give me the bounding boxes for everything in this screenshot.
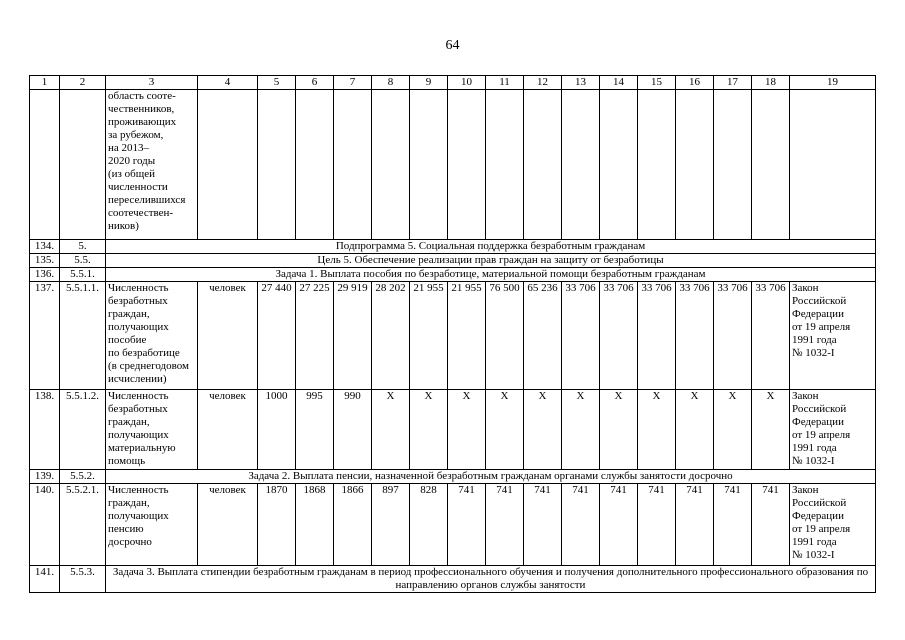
header-cell: 14 bbox=[600, 76, 638, 90]
value-cell: 741 bbox=[676, 484, 714, 566]
indicator-name: Численность безработных граждан, получающих пособие по безработице (в среднегодовом исчислении) bbox=[106, 282, 198, 390]
value-cell: X bbox=[600, 390, 638, 470]
header-cell: 5 bbox=[258, 76, 296, 90]
row-code: 5.5.1.1. bbox=[60, 282, 106, 390]
unit: человек bbox=[198, 282, 258, 390]
row-number: 136. bbox=[30, 268, 60, 282]
value-cell: 33 706 bbox=[752, 282, 790, 390]
row-code: 5.5.1. bbox=[60, 268, 106, 282]
value-cell: X bbox=[638, 390, 676, 470]
value-cell: 33 706 bbox=[676, 282, 714, 390]
unit: человек bbox=[198, 484, 258, 566]
header-cell: 1 bbox=[30, 76, 60, 90]
row-code: 5.5.3. bbox=[60, 566, 106, 593]
value-cell: 27 440 bbox=[258, 282, 296, 390]
header-cell: 12 bbox=[524, 76, 562, 90]
header-cell: 15 bbox=[638, 76, 676, 90]
value-cell: 741 bbox=[638, 484, 676, 566]
legal-basis: Закон Российской Федерации от 19 апреля 1991 года № 1032-I bbox=[790, 282, 876, 390]
value-cell: 741 bbox=[752, 484, 790, 566]
value-cell: 21 955 bbox=[410, 282, 448, 390]
table-row bbox=[30, 240, 876, 254]
value-cell: 21 955 bbox=[448, 282, 486, 390]
header-cell: 16 bbox=[676, 76, 714, 90]
value-cell: X bbox=[752, 390, 790, 470]
header-cell: 10 bbox=[448, 76, 486, 90]
value-cell: 27 225 bbox=[296, 282, 334, 390]
header-cell: 8 bbox=[372, 76, 410, 90]
value-cell: 990 bbox=[334, 390, 372, 470]
indicators-table bbox=[29, 75, 876, 593]
value-cell: 1000 bbox=[258, 390, 296, 470]
legal-basis: Закон Российской Федерации от 19 апреля 1991 года № 1032-I bbox=[790, 484, 876, 566]
header-cell: 7 bbox=[334, 76, 372, 90]
section-title: Подпрограмма 5. Социальная поддержка безработным гражданам bbox=[106, 240, 876, 254]
indicator-name: Численность безработных граждан, получающих материальную помощь bbox=[106, 390, 198, 470]
header-cell: 3 bbox=[106, 76, 198, 90]
value-cell: X bbox=[676, 390, 714, 470]
value-cell: 1870 bbox=[258, 484, 296, 566]
header-cell: 9 bbox=[410, 76, 448, 90]
value-cell: 33 706 bbox=[638, 282, 676, 390]
table-row bbox=[30, 282, 876, 390]
row-number: 138. bbox=[30, 390, 60, 470]
value-cell: 76 500 bbox=[486, 282, 524, 390]
header-cell: 19 bbox=[790, 76, 876, 90]
indicator-name: Численность граждан, получающих пенсию досрочно bbox=[106, 484, 198, 566]
value-cell: X bbox=[562, 390, 600, 470]
value-cell: X bbox=[448, 390, 486, 470]
header-row bbox=[30, 76, 876, 90]
value-cell: 741 bbox=[486, 484, 524, 566]
value-cell: X bbox=[372, 390, 410, 470]
section-title: Задача 1. Выплата пособия по безработице, материальной помощи безработным гражданам bbox=[106, 268, 876, 282]
header-cell: 2 bbox=[60, 76, 106, 90]
legal-basis: Закон Российской Федерации от 19 апреля 1991 года № 1032-I bbox=[790, 390, 876, 470]
header-cell: 18 bbox=[752, 76, 790, 90]
section-title: Цель 5. Обеспечение реализации прав граждан на защиту от безработицы bbox=[106, 254, 876, 268]
row-number: 140. bbox=[30, 484, 60, 566]
value-cell: 995 bbox=[296, 390, 334, 470]
header-cell: 6 bbox=[296, 76, 334, 90]
row-code: 5.5.2. bbox=[60, 470, 106, 484]
table-row bbox=[30, 90, 876, 240]
value-cell: 741 bbox=[714, 484, 752, 566]
section-title: Задача 2. Выплата пенсии, назначенной безработным гражданам органами службы занятости досрочно bbox=[106, 470, 876, 484]
value-cell: 1868 bbox=[296, 484, 334, 566]
header-cell: 4 bbox=[198, 76, 258, 90]
row-number: 141. bbox=[30, 566, 60, 593]
value-cell: 29 919 bbox=[334, 282, 372, 390]
value-cell: 1866 bbox=[334, 484, 372, 566]
value-cell: 897 bbox=[372, 484, 410, 566]
value-cell: 65 236 bbox=[524, 282, 562, 390]
row-code: 5.5.2.1. bbox=[60, 484, 106, 566]
row-number: 134. bbox=[30, 240, 60, 254]
value-cell: X bbox=[524, 390, 562, 470]
row-number: 139. bbox=[30, 470, 60, 484]
indicator-name: область соотe- чественников, проживающих за рубежом, на 2013– 2020 годы (из общей численности переселившихся соотечествен- ников) bbox=[106, 90, 198, 240]
value-cell: X bbox=[714, 390, 752, 470]
value-cell: X bbox=[486, 390, 524, 470]
value-cell: 741 bbox=[524, 484, 562, 566]
value-cell: 741 bbox=[562, 484, 600, 566]
value-cell: 28 202 bbox=[372, 282, 410, 390]
row-number: 135. bbox=[30, 254, 60, 268]
table-row bbox=[30, 268, 876, 282]
value-cell: 828 bbox=[410, 484, 448, 566]
row-code: 5.5. bbox=[60, 254, 106, 268]
value-cell: 33 706 bbox=[714, 282, 752, 390]
header-cell: 17 bbox=[714, 76, 752, 90]
table-row bbox=[30, 470, 876, 484]
table-row bbox=[30, 254, 876, 268]
row-code: 5.5.1.2. bbox=[60, 390, 106, 470]
table-row bbox=[30, 390, 876, 470]
row-number: 137. bbox=[30, 282, 60, 390]
value-cell: 741 bbox=[600, 484, 638, 566]
row-code: 5. bbox=[60, 240, 106, 254]
unit: человек bbox=[198, 390, 258, 470]
page-number: 64 bbox=[445, 38, 460, 53]
table-row bbox=[30, 566, 876, 593]
value-cell: 33 706 bbox=[562, 282, 600, 390]
value-cell: 741 bbox=[448, 484, 486, 566]
header-cell: 11 bbox=[486, 76, 524, 90]
table-row bbox=[30, 484, 876, 566]
value-cell: 33 706 bbox=[600, 282, 638, 390]
section-title: Задача 3. Выплата стипендии безработным гражданам в период профессионального обучения и получения дополнительного профессионального образования по направлению органов службы занятости bbox=[106, 566, 876, 593]
value-cell: X bbox=[410, 390, 448, 470]
header-cell: 13 bbox=[562, 76, 600, 90]
